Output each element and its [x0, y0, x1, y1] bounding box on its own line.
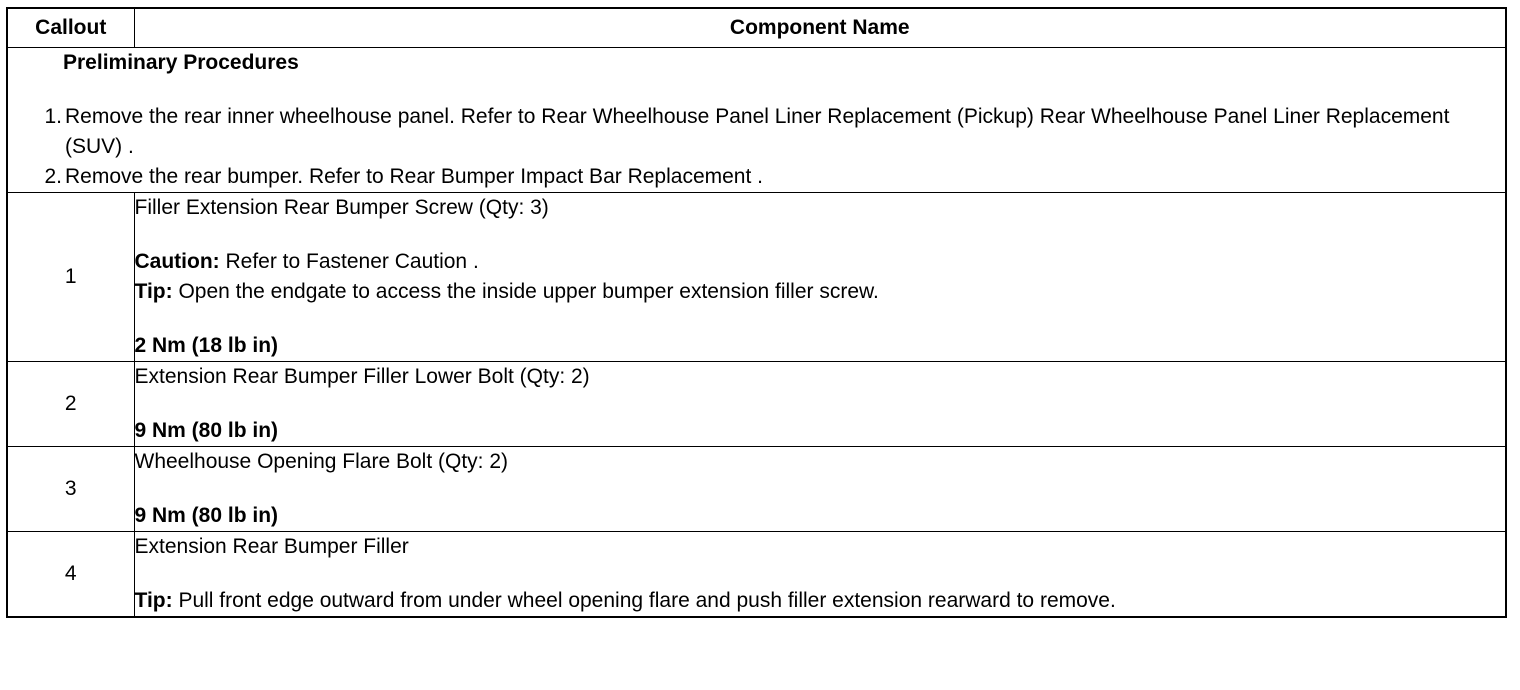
table-row [7, 193, 1506, 362]
component-name-header: Component Name [134, 8, 1506, 48]
tip-label: Tip: [134, 589, 173, 612]
preliminary-title: Preliminary Procedures [63, 51, 299, 74]
callout-number: 3 [7, 447, 134, 532]
step-text: Remove the rear bumper. Refer to Rear Bumper Impact Bar Replacement . [65, 165, 763, 188]
step-number: 1. [44, 105, 62, 128]
torque-spec: 9 Nm (80 lb in) [134, 419, 279, 442]
component-cell [134, 532, 1506, 618]
caution-label: Caution: [134, 250, 220, 273]
table-row [7, 447, 1506, 532]
step-text: Remove the rear inner wheelhouse panel. Refer to Rear Wheelhouse Panel Liner Replacement (Pickup) Rear Wheelhouse Panel Liner Replacement (SUV) . [65, 105, 1450, 158]
table-row [7, 532, 1506, 618]
preliminary-step [8, 162, 1505, 192]
tip-text: Open the endgate to access the inside upper bumper extension filler screw. [172, 280, 879, 303]
component-name: Filler Extension Rear Bumper Screw (Qty: 3) [134, 196, 549, 219]
header-row [7, 8, 1506, 48]
table-row [7, 362, 1506, 447]
callout-number: 4 [7, 532, 134, 618]
callout-header: Callout [7, 8, 134, 48]
component-name: Wheelhouse Opening Flare Bolt (Qty: 2) [134, 450, 509, 473]
tip-line [135, 586, 1506, 616]
preliminary-step [8, 102, 1505, 162]
component-cell [134, 362, 1506, 447]
preliminary-procedures [7, 48, 1506, 193]
torque-spec: 2 Nm (18 lb in) [134, 334, 279, 357]
tip-text: Pull front edge outward from under wheel opening flare and push filler extension rearward to remove. [172, 589, 1116, 612]
step-number: 2. [44, 165, 62, 188]
torque-spec: 9 Nm (80 lb in) [134, 504, 279, 527]
component-cell [134, 447, 1506, 532]
component-name: Extension Rear Bumper Filler [134, 535, 409, 558]
tip-line [135, 277, 1506, 307]
callout-number: 1 [7, 193, 134, 362]
component-cell [134, 193, 1506, 362]
tip-label: Tip: [134, 280, 173, 303]
caution-line [135, 247, 1506, 277]
caution-text: Refer to Fastener Caution . [219, 250, 479, 273]
callout-number: 2 [7, 362, 134, 447]
component-name: Extension Rear Bumper Filler Lower Bolt (Qty: 2) [134, 365, 590, 388]
preliminary-row [7, 48, 1506, 193]
procedure-table [6, 7, 1507, 618]
